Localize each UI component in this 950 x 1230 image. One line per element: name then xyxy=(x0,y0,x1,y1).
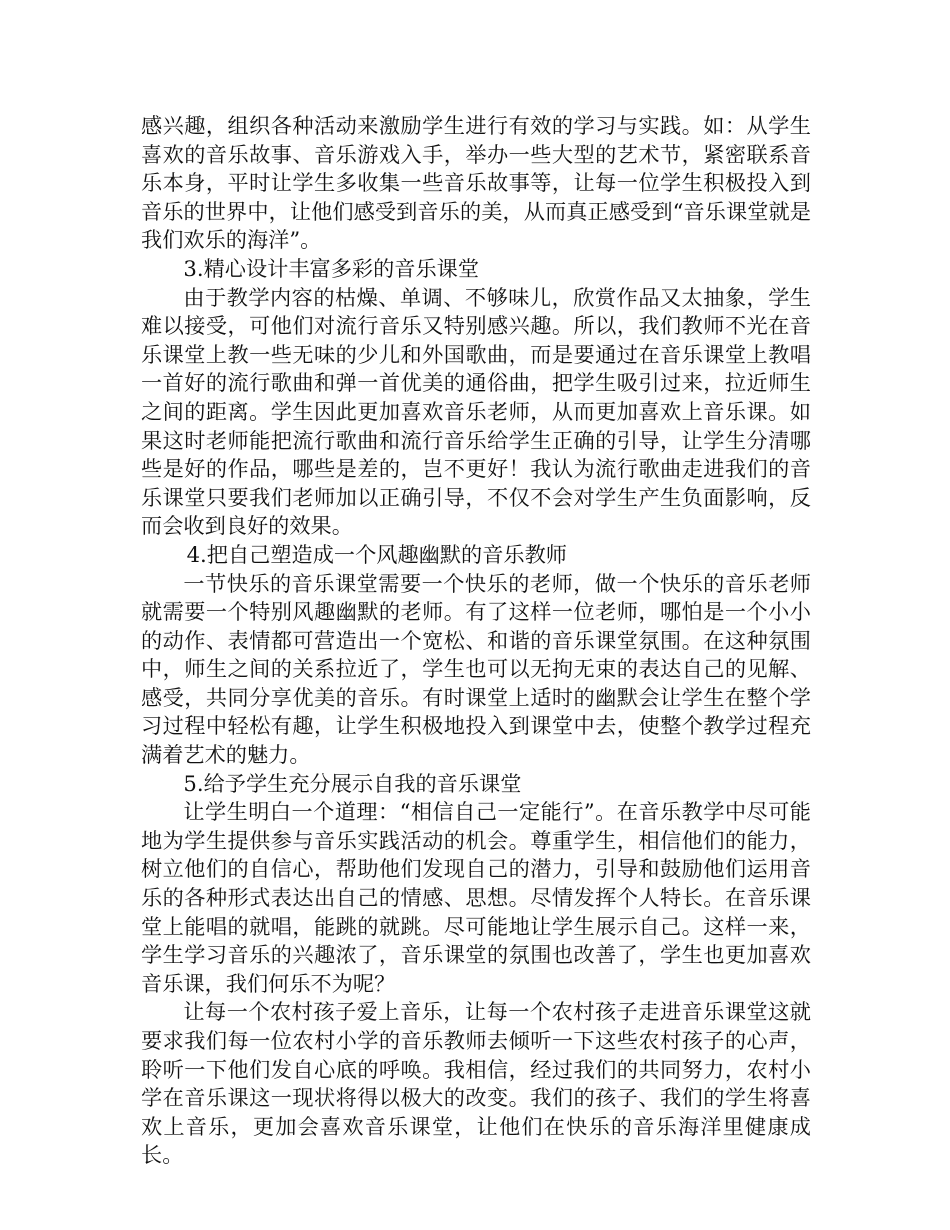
paragraph-section-5: 让学生明白一个道理：“相信自己一定能行”。在音乐教学中尽可能地为学生提供参与音乐实践活动的机会。尊重学生，相信他们的能力，树立他们的自信心，帮助他们发现自己的潜力，引导和鼓励他们运用音乐的各种形式表达出自己的情感、思想。尽情发挥个人特长。在音乐课堂上能唱的就唱，能跳的就跳。尽可能地让学生展示自己。这样一来，学生学习音乐的兴趣浓了，音乐课堂的氛围也改善了，学生也更加喜欢音乐课，我们何乐不为呢？ xyxy=(141,799,811,996)
section-heading-4: 4.把自己塑造成一个风趣幽默的音乐教师 xyxy=(186,541,567,567)
paragraph-intro-continued: 感兴趣，组织各种活动来激励学生进行有效的学习与实践。如：从学生喜欢的音乐故事、音乐游戏入手，举办一些大型的艺术节，紧密联系音乐本身，平时让学生多收集一些音乐故事等，让每一位学生积极投入到音乐的世界中，让他们感受到音乐的美，从而真正感受到“音乐课堂就是我们欢乐的海洋”。 xyxy=(141,113,811,253)
section-heading-5: 5.给予学生充分展示自我的音乐课堂 xyxy=(183,770,522,796)
paragraph-conclusion: 让每一个农村孩子爱上音乐，让每一个农村孩子走进音乐课堂这就要求我们每一位农村小学的音乐教师去倾听一下这些农村孩子的心声，聆听一下他们发自心底的呼唤。我相信，经过我们的共同努力，农村小学在音乐课这一现状将得以极大的改变。我们的孩子、我们的学生将喜欢上音乐，更加会喜欢音乐课堂，让他们在快乐的音乐海洋里健康成长。 xyxy=(141,999,811,1168)
document-body xyxy=(141,112,811,1170)
paragraph-section-4: 一节快乐的音乐课堂需要一个快乐的老师，做一个快乐的音乐老师就需要一个特别风趣幽默的老师。有了这样一位老师，哪怕是一个小小的动作、表情都可营造出一个宽松、和谐的音乐课堂氛围。在这种氛围中，师生之间的关系拉近了，学生也可以无拘无束的表达自己的见解、感受，共同分享优美的音乐。有时课堂上适时的幽默会让学生在整个学习过程中轻松有趣，让学生积极地投入到课堂中去，使整个教学过程充满着艺术的魅力。 xyxy=(141,570,811,768)
paragraph-section-3: 由于教学内容的枯燥、单调、不够味儿，欣赏作品又太抽象，学生难以接受，可他们对流行音乐又特别感兴趣。所以，我们教师不光在音乐课堂上教一些无味的少儿和外国歌曲，而是要通过在音乐课堂上教唱一首好的流行歌曲和弹一首优美的通俗曲，把学生吸引过来，拉近师生之间的距离。学生因此更加喜欢音乐老师，从而更加喜欢上音乐课。如果这时老师能把流行歌曲和流行音乐给学生正确的引导，让学生分清哪些是好的作品，哪些是差的，岂不更好！我认为流行歌曲走进我们的音乐课堂只要我们老师加以正确引导，不仅不会对学生产生负面影响，反而会收到良好的效果。 xyxy=(141,284,811,539)
section-heading-3: 3.精心设计丰富多彩的音乐课堂 xyxy=(183,255,480,281)
